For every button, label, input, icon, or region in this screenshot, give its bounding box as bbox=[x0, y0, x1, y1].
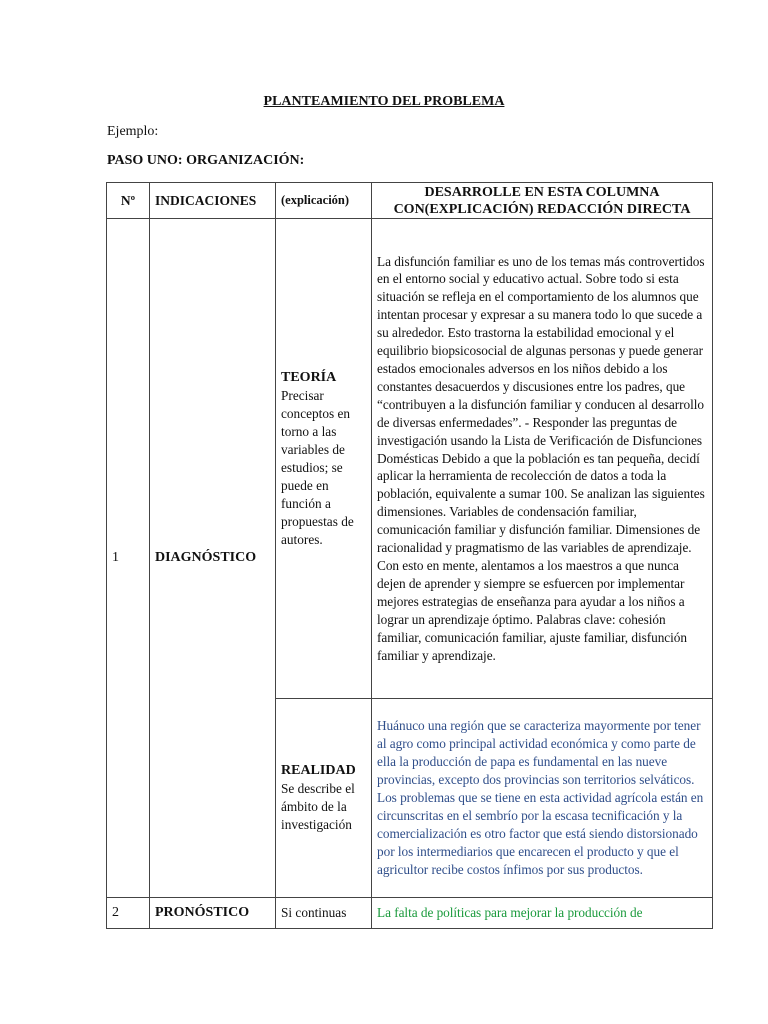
table-row bbox=[107, 898, 713, 929]
header-explanation: (explicación) bbox=[276, 183, 372, 219]
row-number-2: 2 bbox=[107, 898, 150, 929]
pronostico-text: La falta de políticas para mejorar la producción de bbox=[372, 898, 713, 929]
explanation-teoria bbox=[276, 219, 372, 699]
teoria-heading: TEORÍA bbox=[281, 369, 337, 385]
realidad-text: Huánuco una región que se caracteriza mayormente por tener al agro como principal actividad económica y como parte de ella la producción de papa es fundamental en las nueve provincias, excepto dos provincias son territorios selváticos. Los problemas que se tiene en esta actividad agrícola están en circunscritas en el sembrío por la escasa tecnificación y la comercialización es otro factor que está siendo distorsionado por los intermediarios que encarecen el producto y que el agricultor recibe costos ínfimos por sus productos. bbox=[372, 699, 713, 898]
indication-diagnostico: DIAGNÓSTICO bbox=[150, 219, 276, 898]
table-header-row bbox=[107, 183, 713, 219]
header-indications: INDICACIONES bbox=[150, 183, 276, 219]
table-row bbox=[107, 219, 713, 699]
problem-table bbox=[106, 182, 713, 929]
example-label: Ejemplo: bbox=[107, 124, 159, 139]
header-develop: DESARROLLE EN ESTA COLUMNA CON(EXPLICACIÓN) REDACCIÓN DIRECTA bbox=[372, 183, 713, 219]
page-title: PLANTEAMIENTO DEL PROBLEMA bbox=[263, 94, 505, 109]
realidad-explanation: Se describe el ámbito de la investigación bbox=[281, 781, 355, 832]
indication-pronostico: PRONÓSTICO bbox=[150, 898, 276, 929]
realidad-heading: REALIDAD bbox=[281, 763, 356, 778]
teoria-explanation: Precisar conceptos en torno a las variables de estudios; se puede en función a propuestas de autores. bbox=[281, 387, 354, 547]
step-heading: PASO UNO: ORGANIZACIÓN: bbox=[107, 153, 305, 168]
header-number: Nº bbox=[107, 183, 150, 219]
row-number-1: 1 bbox=[107, 219, 150, 898]
explanation-realidad bbox=[276, 699, 372, 898]
teoria-text: La disfunción familiar es uno de los temas más controvertidos en el entorno social y educativo actual. Sobre todo si esta situación se refleja en el comportamiento de los alumnos que intentan procesar y expresar a su manera todo lo que sucede a su alrededor. Esto trastorna la estabilidad emocional y el equilibrio biopsicosocial de algunas personas y puede generar estados emocionales adversos en los niños debido a los constantes desacuerdos y discusiones entre los padres, que “contribuyen a la disfunción familiar y conducen al desarrollo de diversas enfermedades”. - Responder las preguntas de investigación usando la Lista de Verificación de Disfunciones Domésticas Debido a que la población es tan pequeña, decidí aplicar la herramienta de recolección de datos a toda la población, equivalente a sumar 100. Se analizan las siguientes dimensiones. Variables de condensación familiar, comunicación familiar y disfunción familiar. Dimensiones de racionalidad y pragmatismo de las variables de aprendizaje. Con esto en mente, alentamos a los maestros a que nunca dejen de aprender y siempre se esfuercen por implementar mejores estrategias de enseñanza para ayudar a los niños a lograr un aprendizaje óptimo. Palabras clave: cohesión familiar, comunicación familiar, ajuste familiar, disfunción familiar y aprendizaje. bbox=[372, 219, 713, 699]
explanation-pronostico: Si continuas bbox=[276, 898, 372, 929]
